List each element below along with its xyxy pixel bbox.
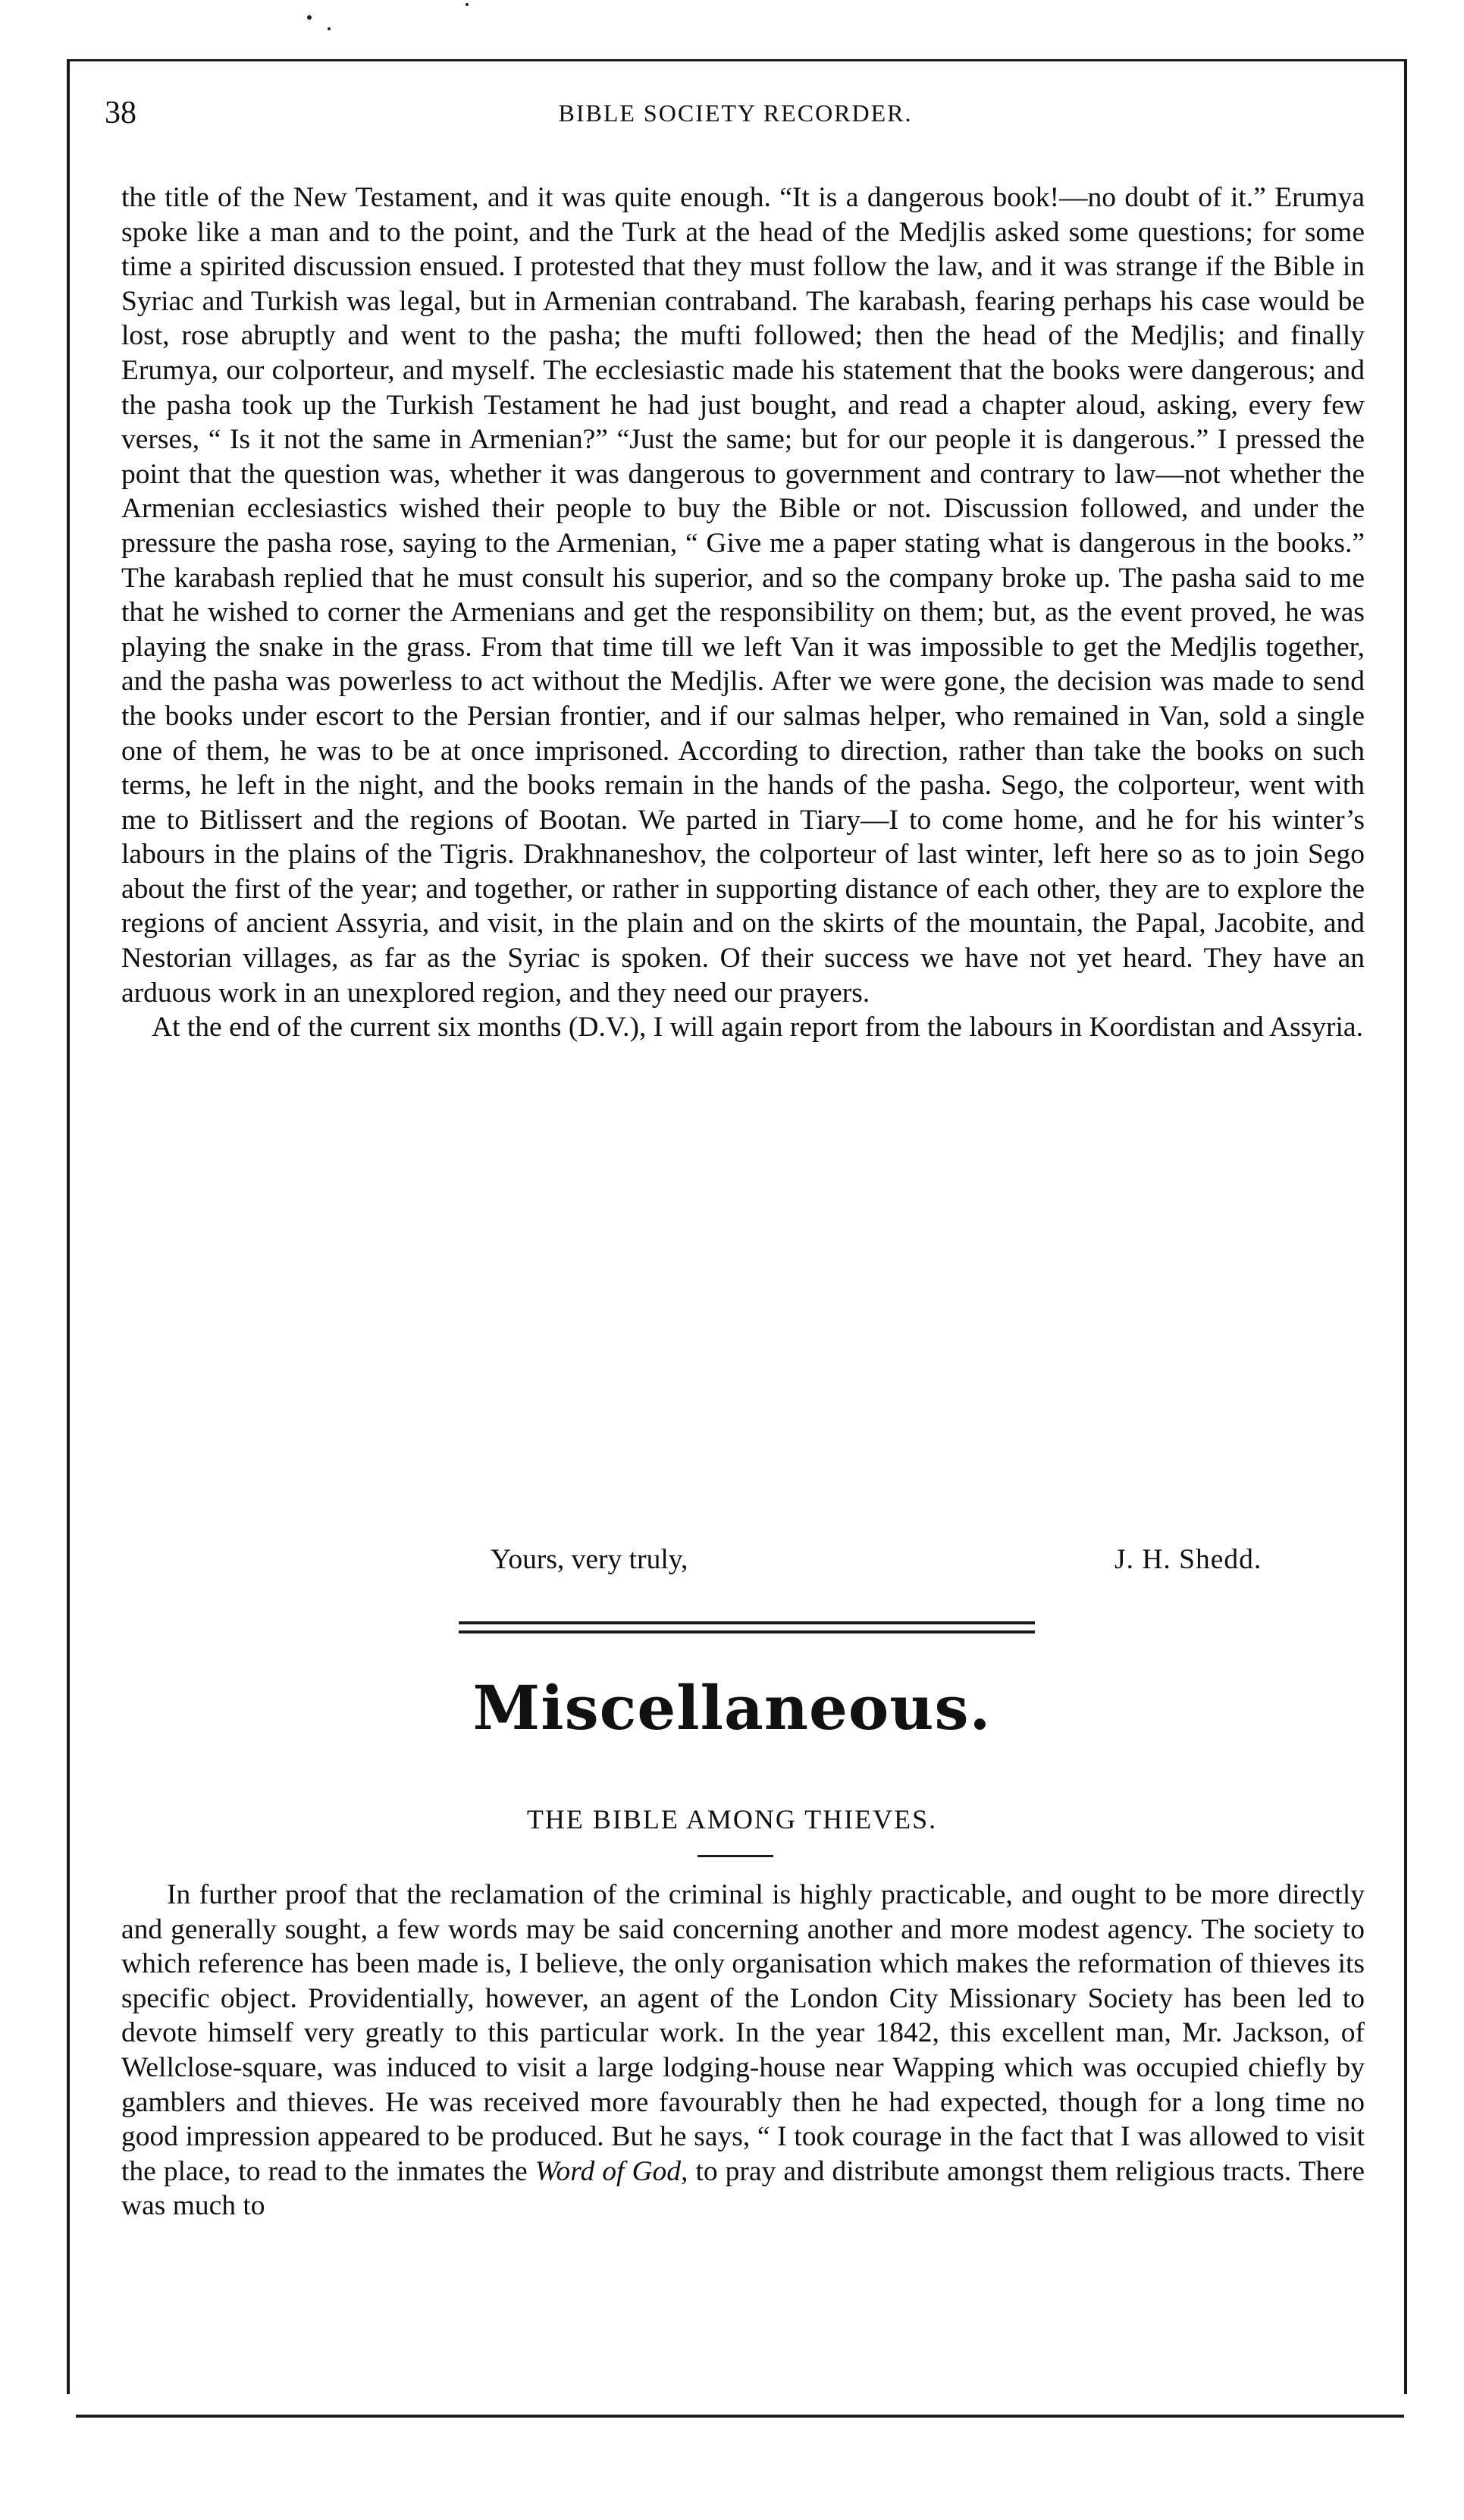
article-title: THE BIBLE AMONG THIEVES. — [526, 1804, 938, 1834]
print-speck — [466, 3, 469, 6]
letter-body — [121, 180, 1365, 1045]
article-body — [121, 1878, 1365, 2223]
signature: J. H. Shedd. — [1114, 1544, 1262, 1575]
section-divider-top — [459, 1621, 1035, 1624]
print-speck — [307, 15, 312, 20]
section-title: Miscellaneous. — [472, 1672, 992, 1743]
letter-paragraph: the title of the New Testament, and it was quite enough. “It is a dangerous book!—no doubt of it.” Erumya spoke like a man and to the point, and the Turk at the head of the Medjlis asked some questions; for some time a spirited discussion ensued. I protested that they must follow the law, and it was strange if the Bible in Syriac and Turkish was legal, but in Armenian contraband. The karabash, fearing perhaps his case would be lost, rose abruptly and went to the pasha; the mufti followed; then the head of the Medjlis; and finally Erumya, our colporteur, and myself. The ecclesiastic made his statement that the books were dangerous; and the pasha took up the Turkish Testament he had just bought, and read a chapter aloud, asking, every few verses, “ Is it not the same in Armenian?” “Just the same; but for our people it is dangerous.” I pressed the point that the question was, whether it was dangerous to government and contrary to law—not whether the Armenian ecclesiastics wished their people to buy the Bible or not. Discussion followed, and under the pressure the pasha rose, saying to the Armenian, “ Give me a paper stating what is dangerous in the books.” The karabash replied that he must consult his superior, and so the company broke up. The pasha said to me that he wished to corner the Armenians and get the responsibility on them; but, as the event proved, he was playing the snake in the grass. From that time till we left Van it was impossible to get the Medjlis together, and the pasha was powerless to act without the Medjlis. After we were gone, the decision was made to send the books under escort to the Persian frontier, and if our salmas helper, who remained in Van, sold a single one of them, he was to be at once imprisoned. According to direction, rather than take the books on such terms, he left in the night, and the books remain in the hands of the pasha. Sego, the colporteur, went with me to Bitlissert and the regions of Bootan. We parted in Tiary—I to come home, and he for his winter’s labours in the plains of the Tigris. Drakhnaneshov, the colporteur of last winter, left here so as to join Sego about the first of the year; and together, or rather in supporting distance of each other, they are to explore the regions of ancient Assyria, and visit, in the plain and on the skirts of the mountain, the Papal, Jacobite, and Nestorian villages, as far as the Syriac is spoken. Of their success we have not yet heard. They have an arduous work in an unexplored region, and they need our prayers. — [121, 182, 1365, 1009]
page-header — [91, 95, 1380, 140]
valediction: Yours, very truly, — [491, 1544, 688, 1575]
print-speck — [328, 27, 331, 30]
section-divider-bottom — [459, 1630, 1035, 1633]
page-bottom-rule — [76, 2415, 1404, 2418]
emphasis-text: Word of God, — [535, 2155, 688, 2187]
article-text: to pray and distribute amongst them religious tracts. There was much to — [121, 2155, 1365, 2222]
article-text: In further proof that the reclamation of the criminal is highly practicable, and ought to be more directly and generally sought, a few words may be said concerning another and more modest agency. The society to which reference has been made is, I believe, the only organisation which makes the reformation of thieves its specific object. Providentially, however, an agent of the London City Missionary Society has been led to devote himself very greatly to this particular work. In the year 1842, this excellent man, Mr. Jackson, of Wellclose-square, was induced to visit a large lodging-house near Wapping which was occupied chiefly by gamblers and thieves. He was received more favourably then he had expected, though for a long time no good impression appeared to be produced. But he says, “ I took courage in the fact that I was allowed to visit the place, to read to the inmates the — [121, 1879, 1365, 2187]
title-rule — [698, 1855, 773, 1857]
letter-paragraph: At the end of the current six months (D.V.), I will again report from the labours in Koordistan and Assyria. — [152, 1012, 1363, 1043]
letter-closing — [121, 1543, 1365, 1578]
page-number: 38 — [105, 96, 136, 130]
running-title: BIBLE SOCIETY RECORDER. — [558, 99, 913, 127]
